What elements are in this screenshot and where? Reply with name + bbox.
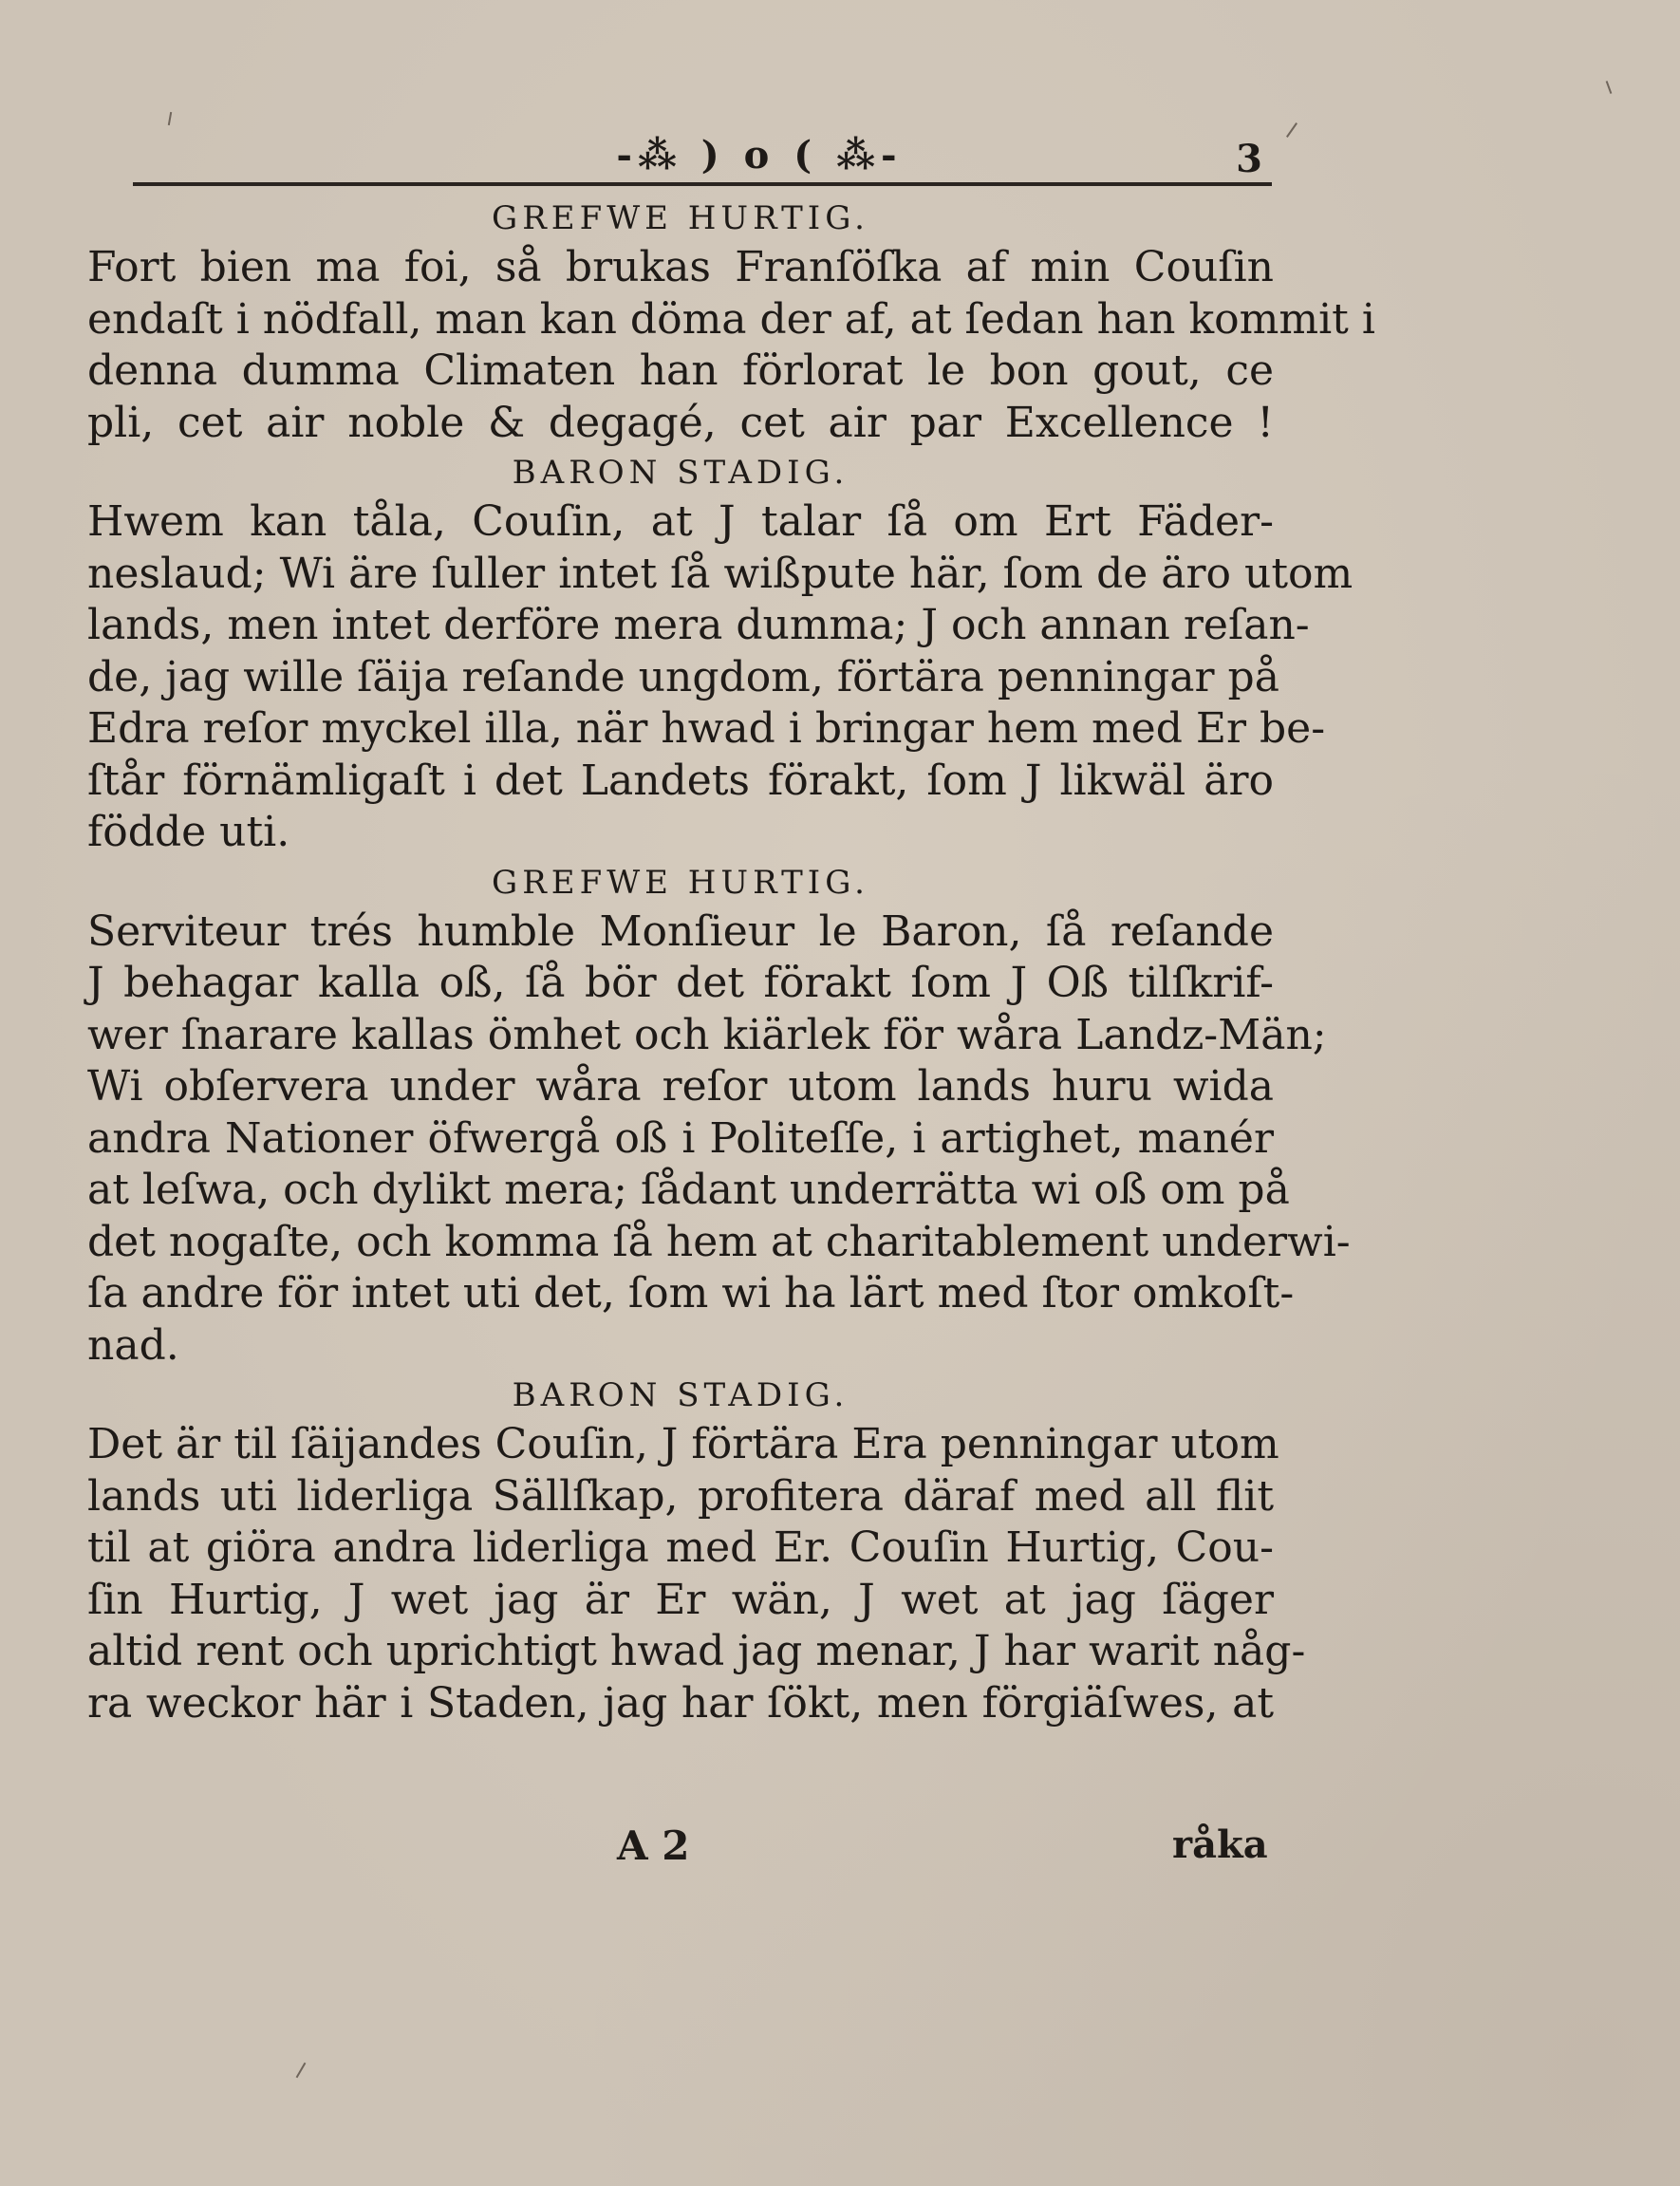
speech-text bbox=[87, 1419, 1306, 1729]
text-line: andra Nationer öfwergå oß i Politeſſe, i artighet, manér bbox=[87, 1113, 1274, 1163]
text-line: Det är til ſäijandes Couſin, J förtära Era penningar utom bbox=[87, 1420, 1279, 1468]
speech-text bbox=[87, 496, 1353, 859]
speaker-heading: GREFWE HURTIG. bbox=[492, 863, 869, 902]
page-footer bbox=[0, 1822, 1680, 1879]
speech-text bbox=[87, 906, 1351, 1373]
speech-section-2 bbox=[87, 449, 1353, 859]
text-line: wer ſnarare kallas ömhet och kiärlek för wåra Landz-Män; bbox=[87, 1010, 1327, 1059]
speech-text bbox=[87, 242, 1375, 449]
text-line: lands uti liderliga Sällſkap, profitera däraf med all flit bbox=[87, 1471, 1274, 1521]
text-line: ſa andre för intet uti det, ſom wi ha lärt med ſtor omkoſt- bbox=[87, 1269, 1295, 1317]
text-line: nad. bbox=[87, 1320, 179, 1370]
header-ornament: -⁂ ) o ( ⁂- bbox=[616, 133, 903, 177]
text-line: lands, men intet derföre mera dumma; J och annan reſan- bbox=[87, 601, 1310, 649]
text-line: ra weckor här i Staden, jag har ſökt, men förgiäſwes, at bbox=[87, 1678, 1274, 1728]
text-block bbox=[87, 195, 1375, 1729]
speaker-heading: GREFWE HURTIG. bbox=[492, 199, 869, 237]
speech-section-4 bbox=[87, 1372, 1306, 1729]
text-line: endaſt i nödfall, man kan döma der af, at ſedan han kommit i bbox=[87, 294, 1375, 344]
text-line: ſin Hurtig, J wet jag är Er wän, J wet at jag ſäger bbox=[87, 1575, 1274, 1624]
paper-speck bbox=[1606, 81, 1613, 94]
text-line: Serviteur trés humble Monſieur le Baron, ſå reſande bbox=[87, 906, 1274, 956]
paper-speck bbox=[1286, 122, 1297, 138]
text-line: altid rent och uprichtigt hwad jag menar, J har warit någ- bbox=[87, 1627, 1306, 1675]
header-rule bbox=[133, 182, 1272, 186]
text-line: neslaud; Wi äre ſuller intet ſå wißpute här, ſom de äro utom bbox=[87, 549, 1353, 598]
paper-speck bbox=[168, 112, 172, 125]
text-line: de, jag wille ſäija reſande ungdom, förtära penningar på bbox=[87, 652, 1279, 701]
text-line: at leſwa, och dylikt mera; ſådant underrätta wi oß om på bbox=[87, 1166, 1290, 1214]
text-line: til at giöra andra liderliga med Er. Couſin Hurtig, Cou- bbox=[87, 1523, 1274, 1572]
catchword: råka bbox=[1172, 1822, 1268, 1867]
text-line: Fort bien ma foi, så brukas Franſöſka af min Couſin bbox=[87, 243, 1274, 291]
text-line: födde uti. bbox=[87, 808, 290, 856]
signature-mark: A 2 bbox=[617, 1822, 690, 1869]
paper-speck bbox=[296, 2063, 307, 2079]
speaker-heading: BARON STADIG. bbox=[512, 1376, 849, 1414]
speech-section-3 bbox=[87, 859, 1351, 1373]
text-line: Edra reſor myckel illa, när hwad i bringar hem med Er be- bbox=[87, 704, 1326, 753]
text-line: ſtår förnämligaſt i det Landets förakt, ſom J likwäl äro bbox=[87, 756, 1274, 805]
text-line: denna dumma Climaten han förlorat le bon gout, ce bbox=[87, 346, 1274, 395]
speech-section-1 bbox=[87, 195, 1375, 449]
text-line: J behagar kalla oß, ſå bör det förakt ſom J Oß tilſkrif- bbox=[87, 959, 1274, 1007]
text-line: det nogaſte, och komma ſå hem at charitablement underwi- bbox=[87, 1217, 1351, 1266]
text-line: pli, cet air noble & degagé, cet air par Excellence ! bbox=[87, 398, 1274, 447]
running-head bbox=[133, 133, 1272, 190]
text-line: Wi obſervera under wåra reſor utom lands huru wida bbox=[87, 1062, 1274, 1111]
speaker-heading: BARON STADIG. bbox=[512, 454, 849, 492]
text-line: Hwem kan tåla, Couſin, at J talar ſå om Ert Fäder- bbox=[87, 497, 1274, 546]
page-number: 3 bbox=[1236, 137, 1262, 181]
